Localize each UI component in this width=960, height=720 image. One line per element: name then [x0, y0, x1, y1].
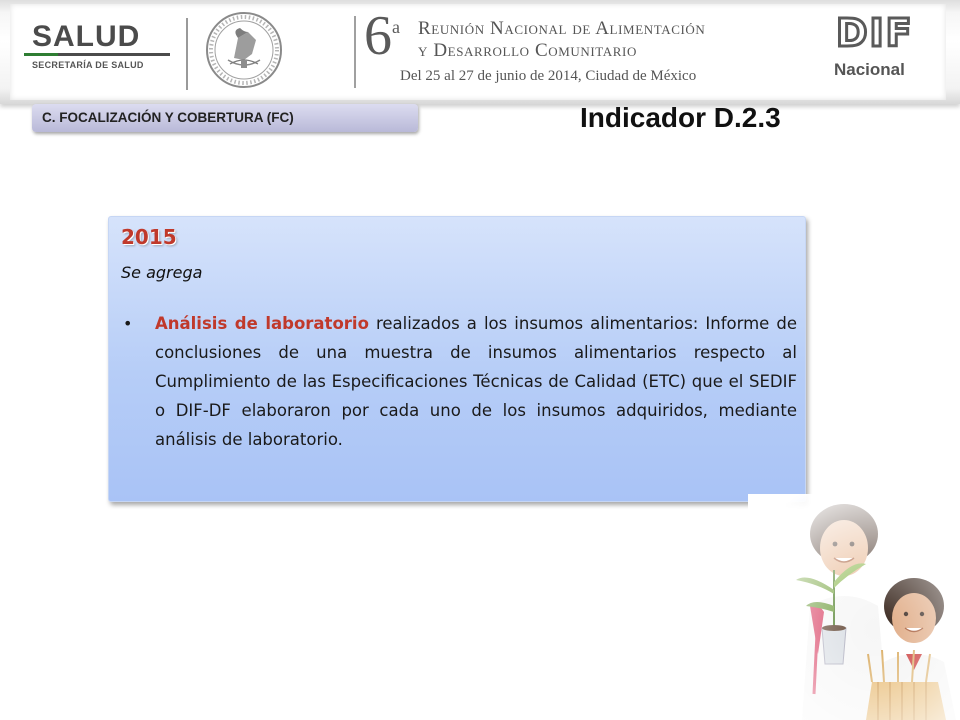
section-tag: C. FOCALIZACIÓN Y COBERTURA (FC) [32, 104, 418, 132]
children-illustration-icon [748, 494, 960, 720]
mexican-seal-icon [204, 10, 284, 90]
event-number-digit: 6 [364, 5, 392, 67]
salud-logo-subtitle: SECRETARÍA DE SALUD [32, 60, 144, 70]
salud-logo-title: SALUD [32, 20, 141, 53]
content-year: 2015 [121, 225, 177, 249]
event-date: Del 25 al 27 de junio de 2014, Ciudad de México [400, 68, 697, 84]
event-title-line2: y Desarrollo Comunitario [418, 40, 637, 61]
list-item-text: realizados a los insumos alimentarios: Informe de conclusiones de una muestra de insumos alimentarios respecto al Cumplimiento de las Especificaciones Técnicas de Calidad (ETC) que el SEDIF o DIF-DF elaboraron por cada uno de los insumos adquiridos, mediante análisis de laboratorio. [155, 314, 798, 449]
header-banner [0, 0, 960, 104]
content-box [108, 216, 806, 502]
dif-logo [830, 11, 922, 80]
header-divider-right [354, 16, 356, 88]
list-item [121, 309, 797, 454]
dif-logo-nacional: Nacional [834, 60, 905, 79]
salud-logo-rule-accent [24, 53, 58, 56]
event-number-superscript: a [392, 17, 400, 37]
content-list [121, 309, 797, 454]
event-number [364, 5, 400, 67]
event-title-line1: Reunión Nacional de Alimentación [418, 18, 706, 39]
indicator-title: Indicador D.2.3 [580, 102, 781, 133]
bullet-icon: • [123, 314, 133, 333]
list-item-highlight: Análisis de laboratorio [155, 314, 369, 333]
dif-logo-word: DIF [836, 11, 914, 55]
header-divider-left [186, 18, 188, 90]
salud-logo [24, 20, 174, 76]
content-subtitle: Se agrega [121, 263, 203, 282]
